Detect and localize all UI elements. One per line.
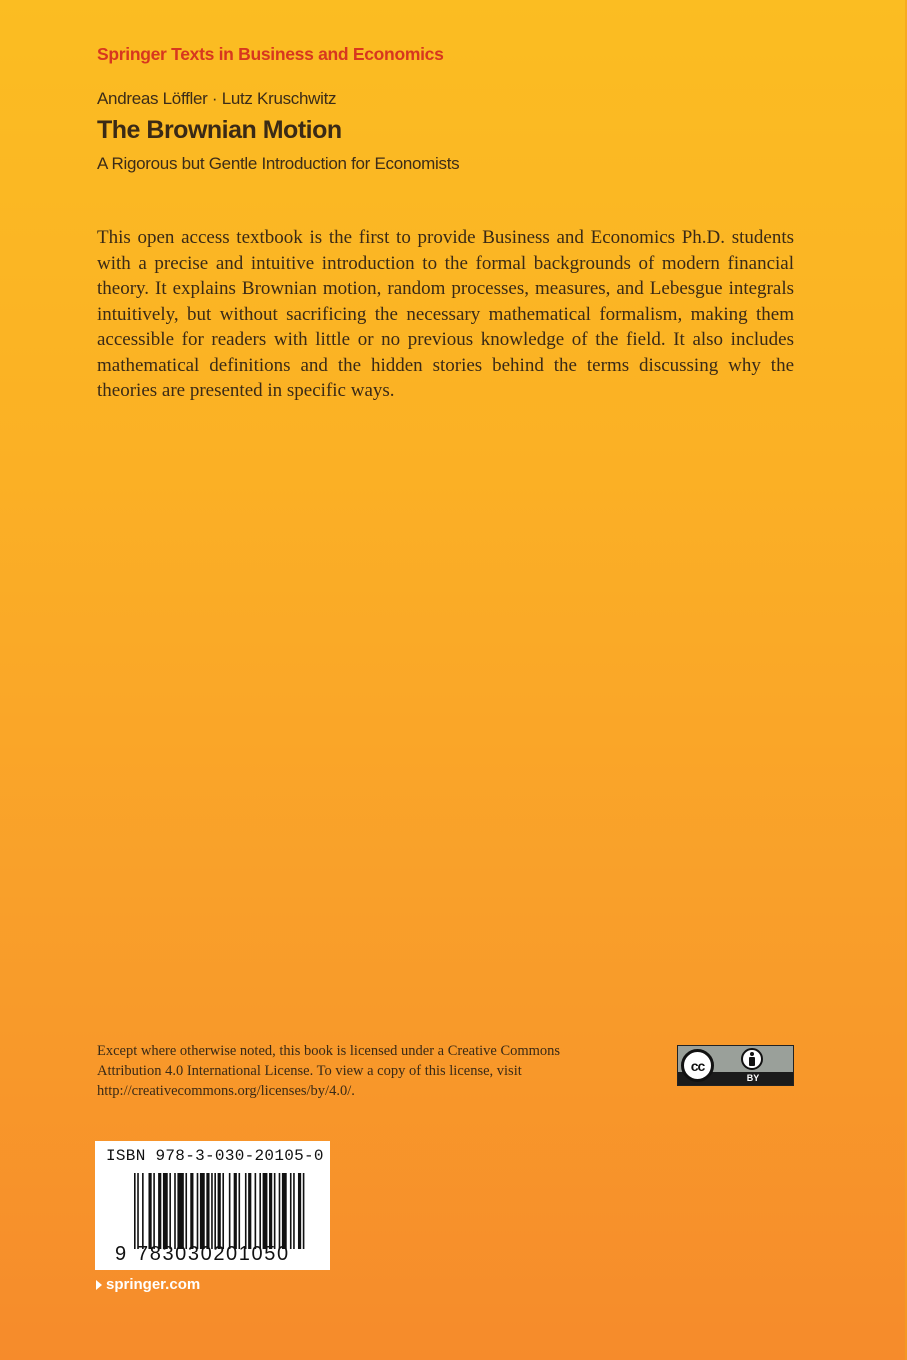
barcode-bar xyxy=(148,1173,151,1249)
barcode-bar xyxy=(137,1173,139,1249)
barcode-bar xyxy=(177,1173,183,1249)
isbn-number: ISBN 978-3-030-20105-0 xyxy=(106,1147,324,1165)
barcode-bar xyxy=(218,1173,221,1249)
book-description: This open access textbook is the first to provide Business and Economics Ph.D. students with a precise and intuitive introduction to the formal backgrounds of modern financial theory. It explains Brownian motion, random processes, measures, and Lebesgue integrals intuitively, but without sacrificing the necessary mathematical formalism, making them accessible for readers with little or no previous knowledge of the field. It also includes mathematical definitions and the hidden stories behind the terms discussing why the theories are presented in specific ways. xyxy=(97,227,794,401)
barcode-bar xyxy=(293,1173,295,1249)
barcode-icon xyxy=(134,1173,306,1249)
barcode-bar xyxy=(298,1173,301,1249)
barcode-bar xyxy=(206,1173,209,1249)
ean-remaining-digits: 783030201050 xyxy=(137,1243,290,1265)
barcode-bar xyxy=(190,1173,193,1249)
person-body-shape xyxy=(749,1057,755,1066)
person-head-shape xyxy=(750,1052,754,1056)
book-subtitle: A Rigorous but Gentle Introduction for Economists xyxy=(97,154,460,173)
book-title: The Brownian Motion xyxy=(97,116,342,144)
cc-by-badge xyxy=(677,1045,794,1086)
barcode-bar xyxy=(245,1173,247,1249)
cc-icon: cc xyxy=(681,1049,714,1082)
barcode-bars xyxy=(134,1173,306,1249)
barcode-bar xyxy=(290,1173,292,1249)
barcode-bar xyxy=(269,1173,272,1249)
barcode-bar xyxy=(197,1173,199,1249)
barcode-bar xyxy=(238,1173,240,1249)
barcode-bar xyxy=(234,1173,237,1249)
barcode-bar xyxy=(279,1173,281,1249)
barcode-bar xyxy=(282,1173,287,1249)
barcode-bar xyxy=(185,1173,187,1249)
barcode-bar xyxy=(214,1173,216,1249)
barcode-bar xyxy=(200,1173,205,1249)
barcode-bar xyxy=(142,1173,144,1249)
ean-first-digit: 9 xyxy=(115,1243,127,1265)
barcode-bar xyxy=(274,1173,276,1249)
springer-website-link[interactable] xyxy=(96,1276,200,1293)
barcode-bar xyxy=(248,1173,251,1249)
barcode-bar xyxy=(259,1173,261,1249)
barcode-bar xyxy=(263,1173,268,1249)
barcode-bar xyxy=(163,1173,168,1249)
barcode-bar xyxy=(255,1173,257,1249)
barcode-bar xyxy=(169,1173,171,1249)
isbn-barcode xyxy=(95,1141,330,1270)
series-title: Springer Texts in Business and Economics xyxy=(97,44,444,64)
springer-website-label: springer.com xyxy=(106,1276,201,1293)
barcode-bar xyxy=(211,1173,213,1249)
barcode-bar xyxy=(229,1173,231,1249)
by-label: BY xyxy=(746,1073,760,1083)
barcode-bar xyxy=(158,1173,161,1249)
barcode-bar xyxy=(134,1173,136,1249)
authors: Andreas Löffler · Lutz Kruschwitz xyxy=(97,89,337,108)
license-notice: Except where otherwise noted, this book is licensed under a Creative Commons Attribution 4.0 International License. To view a copy of this license, visit http://creativecommons.org/licenses/by/4.0/. xyxy=(97,1043,561,1099)
barcode-bar xyxy=(303,1173,305,1249)
arrow-right-icon xyxy=(96,1280,102,1290)
barcode-bar xyxy=(153,1173,155,1249)
barcode-bar xyxy=(222,1173,224,1249)
attribution-icon xyxy=(741,1048,763,1070)
barcode-bar xyxy=(174,1173,176,1249)
